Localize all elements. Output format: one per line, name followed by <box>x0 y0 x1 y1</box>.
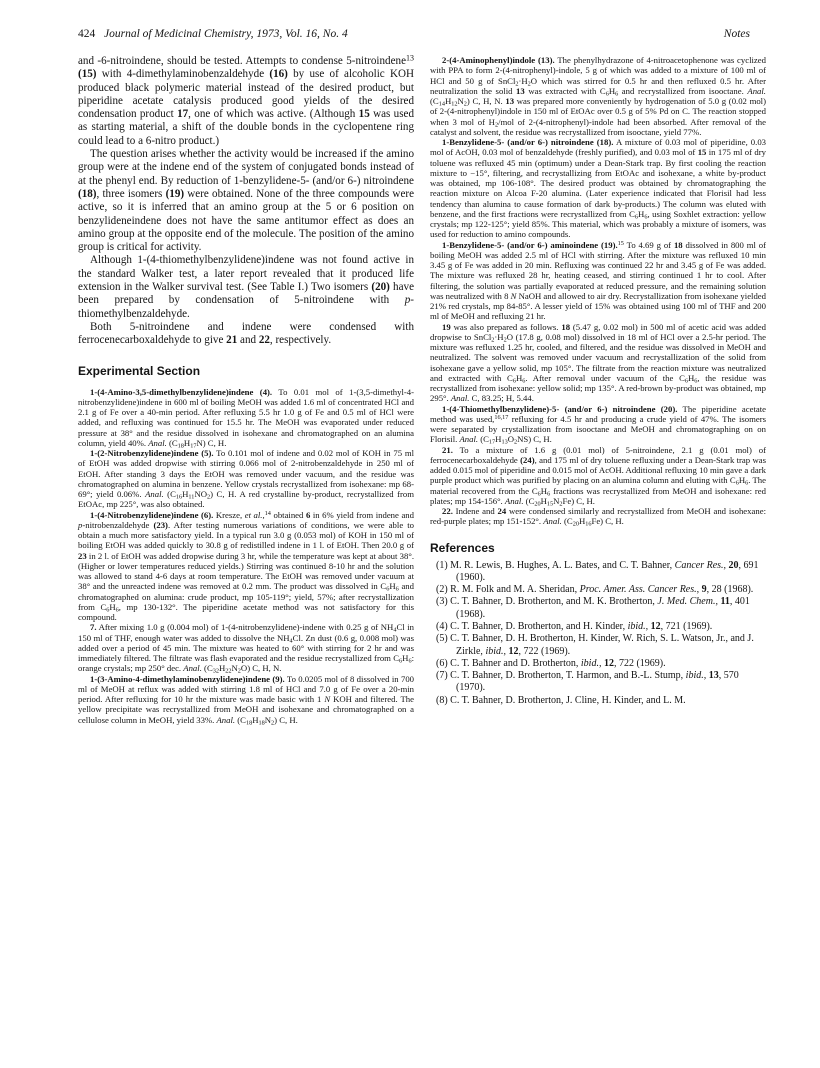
right-column <box>430 55 766 707</box>
experimental-entry-6: 1-(4-Nitrobenzylidene)indene (6). Kresze, et al.,$^{14}$ obtained 6 in 6% yield from indene and p-nitrobenzaldehyde (23). After testing numerous variations of conditions, we were able to obtain a much more satisfactory yield. In a typical run 3.0 g (0.053 mol) of KOH in 150 ml of boiling EtOH was added quickly to 30.8 g of redistilled indene in 1 l. of EtOH. Then 20.0 g of 23 in 2 l. of EtOH was added dropwise during 3 hr, while the temperature was kept at about 38°. (Higher or lower temperatures reduced yields.) Stirring was continued 8-10 hr and the solution was allowed to stand 4-6 days at room temperature. The EtOH was removed under vacuum at 38° and the unreacted indene was removed at 0.2 mm. The product was dissolved in $C_6H_6$ and chromatographed on alumina: crude product, mp 105-119°; yield, 57%; after recrystallization from $C_6H_6$, mp 130-132°. The piperidine acetate method was not satisfactory for this compound. <box>78 509 415 623</box>
reference-item: (8) C. T. Bahner, D. Brotherton, J. Cline, H. Kinder, and L. M. <box>436 694 686 706</box>
references-heading: References <box>430 540 495 555</box>
experimental-entry-22: 22. Indene and 24 were condensed similarly and recrystallized from MeOH and isohexane: red-purple plates; mp 151-152°. Anal. $(C_{20}H_{16}Fe)$ C, H. <box>430 506 766 528</box>
paragraph-amino-position: The question arises whether the activity would be increased if the amino group were at the indene end of the system of conjugated bonds instead of at the phenyl end. By reduction of 1-benzylidene-5- (and/or 6-) nitroindene (18), three isomers (19) were obtained. None of the three compounds were active, so it is inferred that an amino group at the 5 or 6 position on benzylideneindene does not have the same antitumor effect as does an amino group at the opposite end of the molecule. The position of the amino group is critical for activity. <box>78 148 414 254</box>
experimental-entry-19-alt: 19 was also prepared as follows. 18 (5.47 g, 0.02 mol) in 500 ml of acetic acid was added dropwise to $SnCl_2\cdot H_2O$ (17.8 g, 0.08 mol) dissolved in 18 ml of HCl over a 2.5-hr period. The mixture was refluxed 1.25 hr, cooled, and filtered, and the residue was dissolved in MeOH and neutralized. The solvent was removed under vacuum and recrystallization of the solid from isohexane gave a yellow solid, mp 105°. The filtrate from the reaction mixture was neutralized and extracted with $C_6H_6$. After removal under vacuum of the $C_6H_6$, the residue was recrystallized from isohexane: yellow solid; mp 135°. A red-brown by-product was obtained, mp 295°. Anal. C, 83.25; H, 5.44. <box>430 321 766 404</box>
reference-item: (1) M. R. Lewis, B. Hughes, A. L. Bates, and C. T. Bahner, Cancer Res., 20, 691 (1960). <box>436 559 759 583</box>
section-label: Notes <box>723 28 750 40</box>
experimental-entry-21: 21. To a mixture of 1.6 g (0.01 mol) of 5-nitroindene, 2.1 g (0.01 mol) of ferrocenecarboxaldehyde (24), and 175 ml of dry toluene refluxing under a Dean-Stark trap was added 0.015 mol of piperidine and 0.015 mol of AcOH. Additional refluxing 10 min gave a dark purple product which was purified by placing on an alumina column and eluting with $C_6H_6$. The material recovered from the $C_6H_6$ fractions was recrystallized from MeOH and isohexane: red plates; mp 154-156°. Anal. $(C_{20}H_{15}N_2Fe)$ C, H. <box>430 444 766 508</box>
reference-item: (3) C. T. Bahner, D. Brotherton, and M. K. Brotherton, J. Med. Chem., 11, 401 (1968). <box>436 596 750 620</box>
reference-item: (6) C. T. Bahner and D. Brotherton, ibid., 12, 722 (1969). <box>436 657 666 669</box>
journal-citation: Journal of Medicinal Chemistry, 1973, Vol. 16, No. 4 <box>104 28 348 40</box>
experimental-entry-13: 2-(4-Aminophenyl)indole (13). The phenylhydrazone of 4-nitroacetophenone was cyclized with PPA to form 2-(4-nitrophenyl)-indole, 5 g of which was added to a mixture of 100 ml of HCl and 50 g of $SnCl_2\cdot H_2O$ which was stirred for 0.5 hr and then refluxed 0.5 hr. After neutralization the solid 13 was extracted with $C_6H_6$ and recrystallized from isooctane. Anal. $(C_{14}H_{12}N_2)$ C, H, N. 13 was prepared more conveniently by hydrogenation of 5.0 g (0.02 mol) of 2-(4-nitrophenyl)indole in 150 ml of EtOAc over 0.5 g of 5% Pd on C. The reaction stopped when 3 mol of $H_2$/mol of 2-(4-nitrophenyl)-indole had been absorbed. After removal of the catalyst and solvent, the residue was recrystallized from isooctane, yield 77%. <box>430 55 766 137</box>
paragraph-thiomethyl: Although 1-(4-thiomethylbenzylidene)indene was not found active in the standard Walker test, a later report revealed that it produced life extension in the Walker survival test. (See Table I.) Two isomers (20) have been prepared by condensation of 5-nitroindene with p-thiomethylbenzaldehyde. <box>78 254 414 320</box>
experimental-entry-18: 1-Benzylidene-5- (and/or 6-) nitroindene (18). A mixture of 0.03 mol of piperidine, 0.03 mol of AcOH, 0.03 mol of benzaldehyde (freshly purified), and 0.03 mol of 15 in 175 ml of dry toluene was refluxed 45 min (optimum) under a Dean-Stark trap. By first cooling the reaction mixture to −15°, filtering, and recrystallizing from EtOAc and isohexane, a white by-product was obtained, mp 106-108°. The desired product was obtained by chromatographing the reaction mixture on Alcoa F-20 alumina. (Later experience indicated that Florisil had less tendency than alumina to cause formation of dark by-products.) The column was eluted with benzene, and the first fractions were recrystallized from $C_6H_6$, using Soxhlet extraction: yellow crystals; mp 122-125°; yield 85%. This material, which was probably a mixture of isomers, was used for reduction to amino compounds. <box>430 137 767 240</box>
experimental-entry-9: 1-(3-Amino-4-dimethylaminobenzylidene)indene (9). To 0.0205 mol of 8 dissolved in 700 ml of MeOH at reflux was added with stirring 1.8 ml of HCl and 7.0 g of Fe over a 20-min period. After refluxing for 10 hr the mixture was made basic with 1 N KOH and filtered. The yellow precipitate was recrystallized from MeOH and isohexane and chromatographed on a cellulose column in MeOH, yield 33%. Anal. $(C_{18}H_{18}N_2)$ C, H. <box>78 673 415 727</box>
reference-item: (2) R. M. Folk and M. A. Sheridan, Proc. Amer. Ass. Cancer Res., 9, 28 (1968). <box>436 584 754 596</box>
experimental-entry-5: 1-(2-Nitrobenzylidene)indene (5). To 0.101 mol of indene and 0.02 mol of KOH in 75 ml of EtOH was added dropwise with stirring 0.066 mol of 2-nitrobenzaldehyde in 250 ml of EtOH. After standing 3 days the EtOH was removed under vacuum, and the residue was chromatographed on alumina in benzene. Yellow crystals recrystallized from isohexane: mp 68-69°; yield 0.06%. Anal. $(C_{16}H_{11}NO_2)$ C, H. A red crystalline by-product, recrystallized from EtOAc, mp 225°, was also obtained. <box>78 448 415 510</box>
experimental-section-heading: Experimental Section <box>78 363 201 378</box>
reference-item: (7) C. T. Bahner, D. Brotherton, T. Harmon, and B.-L. Stump, ibid., 13, 570 (1970). <box>436 670 739 694</box>
paragraph-nitroindene-condensation: and -6-nitroindene, should be tested. Attempts to condense 5-nitroindene$^{13}$ (15) with 4-dimethylaminobenzaldehyde (16) by use of alcoholic KOH produced black polymeric material instead of the desired product, but piperidine acetate catalysis produced good yields of the desired condensation product 17, one of which was active. (Although 15 was used as starting material, a shift of the double bonds in the cyclopentene ring could lead to a 6-nitro product.) <box>78 53 415 147</box>
reference-item: (5) C. T. Bahner, D. H. Brotherton, H. Kinder, W. Rich, S. L. Watson, Jr., and J. Zirkle, ibid., 12, 722 (1969). <box>436 633 754 657</box>
left-column <box>78 55 414 725</box>
experimental-entry-7: 7. After mixing 1.0 g (0.004 mol) of 1-(4-nitrobenzylidene)-indene with 0.25 g of $NH_4Cl$ in 150 ml of THF, enough water was added to dissolve the $NH_4Cl$. Zn dust (0.6 g, 0.008 mol) was added over a period of 45 min. The mixture was heated to 60° with stirring for 2 hr and was immediately filtered. The filtrate was flash evaporated and the residue recrystallized from $C_6H_6$: orange crystals; mp 250° dec. Anal. $(C_{32}H_{22}N_2O)$ C, H, N. <box>78 622 415 675</box>
reference-list <box>430 560 766 708</box>
experimental-entry-4: 1-(4-Amino-3,5-dimethylbenzylidene)indene (4). To 0.01 mol of 1-(3,5-dimethyl-4-nitrobenzylidene)indene in 600 ml of boiling MeOH was added 1.6 ml of concentrated HCl and 2.1 g of Fe over a 40-min period. After refluxing 5.5 hr 1.0 g of Fe and 0.5 ml of HCl were added, and refluxing was continued for 15.5 hr. The MeOH was evaporated under reduced pressure at 38° and the residue dissolved in isohexane and chromatographed on an alumina column, yield 40%. Anal. $(C_{18}H_{17}N)$ C, H. <box>78 386 414 450</box>
experimental-entry-19: 1-Benzylidene-5- (and/or 6-) aminoindene (19).$^{15}$ To 4.69 g of 18 dissolved in 800 ml of boiling MeOH was added 2.5 ml of HCl with stirring. After the mixture was refluxed 10 min 3.45 g of Fe was added in 20 min. Refluxing was continued 22 hr and 3.45 g of Fe was added. The mixture was refluxed 28 hr, heating ceased, and stirring continued 1 hr to cool. After filtering, the solution was partially evaporated at reduced pressure, and the remaining solution was neutralized with 8 N NaOH and allowed to air dry. Recrystallization from isohexane yielded 21% red crystals, mp 84-85°. A lesser yield of 15% was obtained using 100 ml of THF and 200 ml of MeOH and refluxing 21 hr. <box>430 239 767 322</box>
reference-item: (4) C. T. Bahner, D. Brotherton, and H. Kinder, ibid., 12, 721 (1969). <box>436 620 713 632</box>
page-number: 424 <box>78 28 96 40</box>
experimental-entry-20: 1-(4-Thiomethylbenzylidene)-5- (and/or 6-) nitroindene (20). The piperidine acetate method was used,$^{16,17}$ refluxing for 4.5 hr and producing a crude yield of 47%. The isomers were separated by crystallization from isooctane and MeOH and chromatographing on on Florisil. Anal. $(C_{17}H_{13}O_2NS)$ C, H. <box>430 403 766 446</box>
running-header <box>0 28 820 44</box>
paragraph-ferrocene: Both 5-nitroindene and indene were condensed with ferrocenecarboxaldehyde to give 21 and 22, respectively. <box>78 320 414 347</box>
